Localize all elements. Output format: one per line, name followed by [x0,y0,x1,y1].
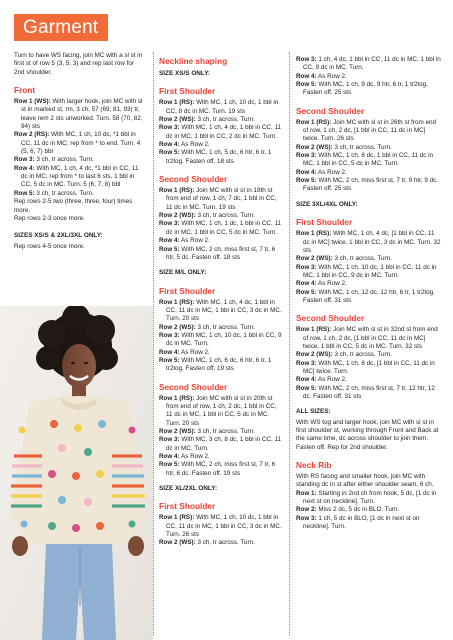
row-text: 3 ch, tr across. Turn. [332,143,392,151]
row-label: Row 1 (RS): [159,298,195,306]
instruction-row [159,332,284,349]
size-heading-m-l: SIZE M/L ONLY: [159,269,207,277]
column-3 [296,56,441,636]
row-text: As Row 2. [316,168,347,176]
row-text: Miss 2 dc, 5 dc in BLO. Turn. [316,506,400,514]
instruction-row [159,220,284,237]
instruction-row [159,357,284,374]
row-label: Row 4: [159,237,180,245]
neck-rib-text: With RS facing and smaller hook, join MC with standing dc in st after either shoulder seam, 6 ch. [296,473,434,489]
model-photo-illustration [0,306,153,640]
instruction-row [14,190,145,198]
column-divider [289,52,290,635]
row-text: 3 ch, tr across. Turn. [195,539,255,547]
rows-first-shoulder-xs [159,99,284,166]
instruction-row [296,360,441,377]
row-label: Row 4: [296,376,317,384]
row-label: Row 3: [296,514,317,522]
instruction-row [159,324,284,332]
repeat-text: Rep rows 2-5 two (three, three, four) times more. [14,198,133,214]
row-label: Row 3: [159,124,180,132]
row-label: Row 4: [296,168,317,176]
rows-second-shoulder-xl [296,119,441,194]
row-label: Row 4: [159,453,180,461]
row-label: Row 1: [296,489,317,497]
model-photo [0,306,153,640]
row-text: 3 ch, tr across. Turn. [195,323,255,331]
rows-second-shoulder-3xl [296,326,441,401]
instruction-row [159,514,284,539]
row-text: As Row 2. [179,141,210,149]
instruction-row [159,349,284,357]
row-label: Row 5: [296,288,317,296]
heading-second-shoulder: Second Shoulder [159,381,228,392]
rows-first-shoulder-xl [159,514,284,547]
heading-first-shoulder: First Shoulder [159,285,216,296]
row-text: With MC, 1 ch, 10 dc, *1 bbl in CC, 11 dc in MC; rep from * to end. Turn. 4 (5, 6, 7) bbl [21,131,141,156]
row-label: Row 3: [159,436,180,444]
row-label: Row 2: [296,506,317,514]
instruction-row [296,177,441,194]
row-label: Row 3: [296,56,317,63]
instruction-row [159,428,284,436]
instruction-row [159,539,284,547]
heading-second-shoulder: Second Shoulder [296,313,365,324]
row-label: Row 5: [296,384,317,392]
all-sizes-text: With WS tog and larger hook, join MC with sl st in first shoulder st, working through Front and Back at the same time, dc across shoulder to join them. Fasten off. Rep for 2nd shoulder. [296,418,439,451]
row-label: Row 5: [14,189,35,197]
row-label: Row 2 (WS): [296,351,333,359]
row-text: With MC, 1 ch, 10 dc, 1 bbl in CC, 11 dc in MC, 1 bbl in CC, 9 dc in MC. Turn. [303,263,437,279]
rows-front [14,98,145,198]
row-text: With MC, 2 ch, miss first st, 7 tr, 6 htr, 6 dc. Fasten off. 19 sts [166,461,276,477]
row-text: With MC, 1 ch, 6 dc, 6 htr, 6 tr, 1 tr2tog. Fasten off. 19 sts [166,356,272,373]
instruction-row [159,212,284,220]
row-label: Row 1 (WS): [14,98,51,106]
row-label: Row 3: [296,152,317,160]
instruction-row [296,255,441,263]
heading-first-shoulder: First Shoulder [159,86,216,97]
heading-first-shoulder: First Shoulder [159,501,216,512]
row-label: Row 5: [159,149,180,157]
row-text: 3 ch, tr across. Turn. [332,351,392,359]
size-heading-xs-s: SIZE XS/S ONLY: [159,70,211,77]
row-label: Row 2 (WS): [159,116,196,124]
row-text: With MC, 3 ch, 8 dc, 1 bbl in CC, 11 dc in MC. Turn. [166,436,282,452]
instruction-row [159,116,284,124]
instruction-row [296,56,441,73]
instruction-row [14,98,145,131]
repeat-text-2: Rep rows 2-3 once more. [14,214,85,222]
row-label: Row 5: [296,177,317,185]
row-text: With MC, 1 ch, 9 dc, 9 htr, 6 tr, 1 tr2tog. Fasten off. 25 sts [303,81,428,97]
row-text: With MC, 1 ch, 4 dc, 1 bbl in CC, 11 dc in MC, 1 bbl in CC, 3 dc in MC. Turn. 20 sts [166,298,282,323]
row-label: Row 2 (RS): [14,131,50,139]
sizes-text: Rep rows 4-5 once more. [14,242,85,250]
instruction-row [296,119,441,144]
row-label: Row 5: [159,356,180,364]
instruction-row [159,246,284,263]
instruction-row [14,156,145,164]
column-1 [14,52,145,304]
row-text: As Row 2. [179,453,210,461]
instruction-row [296,169,441,177]
row-label: Row 2 (WS): [159,212,196,220]
instruction-row [296,376,441,384]
row-text: With MC, 1 ch, 4 dc, 1 bbl in CC, 11 dc in MC, 1 bbl in CC, 2 dc in MC. Turn. [166,124,282,140]
rows-neck-rib [296,490,441,532]
row-label: Row 3: [296,359,317,367]
column-divider [153,52,154,635]
instruction-row [159,141,284,149]
row-label: Row 1 (RS): [296,230,332,238]
row-label: Row 5: [159,245,180,253]
row-label: Row 3: [14,156,35,164]
heading-front: Front [14,85,36,96]
instruction-row [296,230,441,255]
row-text: With larger hook, join MC with sl st in marked st, rm, 3 ch, 57 (69, 81, 93) tr, leave rem 2 sts unworked. Turn. 58 (70, 82, 94) sts [21,98,143,131]
instruction-row [296,73,441,81]
instruction-row [159,237,284,245]
row-text: With MC, 1 ch, 4 dc, *1 bbl in CC, 11 dc in MC; rep from * to last 6 sts, 1 bbl in CC, 5 dc in MC. Turn. 5 (6, 7, 8) bbl [21,164,139,189]
instruction-row [296,515,441,532]
instruction-row [296,280,441,288]
row-text: With MC, 2 ch, miss first st, 7 tr, 12 htr, 12 dc. Fasten off. 31 sts [303,384,435,400]
size-heading-xl-2xl: SIZE XL/2XL ONLY: [159,485,218,493]
instruction-row [159,453,284,461]
row-text: As Row 2. [179,348,210,356]
row-label: Row 1 (RS): [159,514,195,522]
row-text: With MC, 2 ch, miss first st, 7 tr, 9 htr, 9 dc. Fasten off. 25 sts [303,177,439,193]
heading-neckline-shaping: Neckline shaping [159,56,228,66]
instruction-row [159,187,284,212]
row-text: With MC, 1 ch, 10 dc, 1 bbl in CC, 8 dc in MC. Turn. 19 sts [166,99,279,115]
row-text: With MC, 1 ch, 10 dc, 1 bbl in CC, 11 dc in MC, 1 bbl in CC, 3 dc in MC. Turn. 26 sts [166,514,282,539]
instruction-row [296,351,441,359]
row-text: Join MC with sl st in 20th st from end of row, 1 ch, 2 dc, 1 bbl in CC, 11 dc in MC, 1 bbl in CC, 5 dc in MC. Turn. 20 sts [166,394,277,427]
row-label: Row 4: [14,164,35,172]
row-text: With MC, 1 ch, 8 dc, 1 bbl in CC, 11 dc in MC, 1 bbl in CC, 5 dc in MC. Turn. [303,152,434,168]
row-text: With MC, 1 ch, 8 dc, [1 bbl in CC, 11 dc in MC] twice. Turn. [303,359,435,375]
row-label: Row 3: [159,220,180,228]
row-text: 3 ch, tr across. Turn. [34,189,94,197]
row-label: Row 1 (RS): [159,99,195,107]
sizes-heading: SIZES XS/S & 2XL/3XL ONLY: [14,232,103,240]
row-label: Row 2 (WS): [159,323,196,331]
rows-first-shoulder-ml [159,299,284,374]
instruction-row [296,385,441,402]
row-text: Join MC with sl st in 32nd st from end of row, 1 ch, 2 dc, [1 bbl in CC, 11 dc in MC] twice, 1 bbl in CC, 5 dc in MC. Turn. 32 sts [303,326,438,350]
row-label: Row 1 (RS): [159,394,195,402]
row-label: Row 2 (WS): [296,255,333,263]
instruction-row [159,299,284,324]
section-title-banner [14,14,108,41]
heading-first-shoulder: First Shoulder [296,217,353,228]
instruction-row [296,490,441,507]
row-label: Row 4: [159,141,180,149]
row-text: 3 ch, tr across. Turn. [34,156,94,164]
row-text: With MC, 1 ch, 10 dc, 1 bbl in CC, 9 dc in MC. Turn. [166,331,282,348]
instruction-row [159,436,284,453]
rows-second-shoulder-xs [159,187,284,262]
row-label: Row 5: [159,461,180,469]
row-label: Row 2 (WS): [296,143,333,151]
instruction-row [296,144,441,152]
instruction-row [14,131,145,156]
instruction-row [296,81,441,98]
row-text: As Row 2. [316,376,347,384]
instruction-row [159,124,284,141]
row-label: Row 4: [159,348,180,356]
row-text: As Row 2. [316,280,347,288]
row-label: Row 1 (RS): [159,187,195,195]
instruction-row [159,99,284,116]
row-text: 1 ch, 5 dc in BLO, [1 dc in next st on neckline]. Turn. [303,514,420,531]
row-text: 3 ch, tr across. Turn. [195,212,255,220]
row-text: As Row 2. [316,72,347,80]
row-label: Row 1 (RS): [296,118,332,126]
instruction-row [296,264,441,281]
rows-second-shoulder-ml [159,395,284,478]
rows-first-shoulder-3xl [296,230,441,305]
row-text: With MC, 1 ch, 5 dc, 6 htr, 6 tr, 1 tr2tog. Fasten off. 18 sts [166,149,272,165]
intro-text: Turn to have WS facing, join MC with a sl st in first st of row 5 (3, 5, 3) and rep last row for 2nd shoulder. [14,52,143,76]
instruction-row [296,289,441,306]
row-label: Row 4: [296,280,317,288]
row-text: Join MC with sl st in 26th st from end of row, 1 ch, 2 dc, [1 bbl in CC, 11 dc in MC] twice. Turn. 26 sts [303,118,436,143]
instruction-row [296,152,441,169]
row-text: With MC, 1 ch, 1 dc, 1 bbl in CC, 11 dc in MC, 1 bbl in CC, 5 dc in MC. Turn. [166,220,282,236]
instruction-row [159,395,284,428]
instruction-row [159,149,284,166]
row-text: 1 ch, 4 dc, 1 bbl in CC, 11 dc in MC, 1 bbl in CC, 9 dc in MC. Turn. [303,56,441,72]
all-sizes-heading: ALL SIZES: [296,408,331,416]
heading-second-shoulder: Second Shoulder [159,174,228,185]
section-title: Garment [23,16,99,38]
row-label: Row 4: [296,72,317,80]
row-text: With MC, 2 ch, miss first st, 7 tr, 6 htr, 5 dc. Fasten off. 18 sts [166,245,276,261]
row-text: 3 ch, tr across. Turn. [195,116,255,124]
rows-first-shoulder-xl-cont [296,56,441,98]
row-text: Join MC with sl st in 19th st from end of row, 1 ch, 7 dc, 1 bbl in CC, 11 dc in MC. Turn. 19 sts [166,187,277,211]
instruction-row [296,326,441,351]
row-text: With MC, 1 ch, 4 dc, [1 bbl in CC, 11 dc in MC] twice, 1 bbl in CC, 3 dc in MC. Turn. 32 sts [303,230,441,254]
row-text: 3 ch, tr across. Turn. [195,428,255,435]
row-text: Starting in 2nd ch from hook, 5 dc, [1 dc in next st on neckline]. Turn. [303,489,437,506]
row-label: Row 3: [159,331,180,339]
row-text: 3 ch, tr across. Turn. [332,255,392,263]
heading-neck-rib: Neck Rib [296,460,332,471]
instruction-row [296,506,441,514]
row-label: Row 3: [296,263,317,271]
column-2 [159,56,284,636]
instruction-row [14,165,145,190]
row-text: As Row 2. [179,237,210,245]
size-heading-3xl-4xl: SIZE 3XL/4XL ONLY: [296,200,358,208]
row-label: Row 5: [296,81,317,89]
row-label: Row 1 (RS): [296,326,332,334]
row-text: With MC, 1 ch, 12 dc, 12 htr, 6 tr, 1 tr2tog. Fasten off. 31 sts [303,288,435,304]
heading-second-shoulder: Second Shoulder [296,105,365,116]
row-label: Row 2 (WS): [159,539,196,547]
row-label: Row 2 (WS): [159,428,196,435]
instruction-row [159,461,284,478]
